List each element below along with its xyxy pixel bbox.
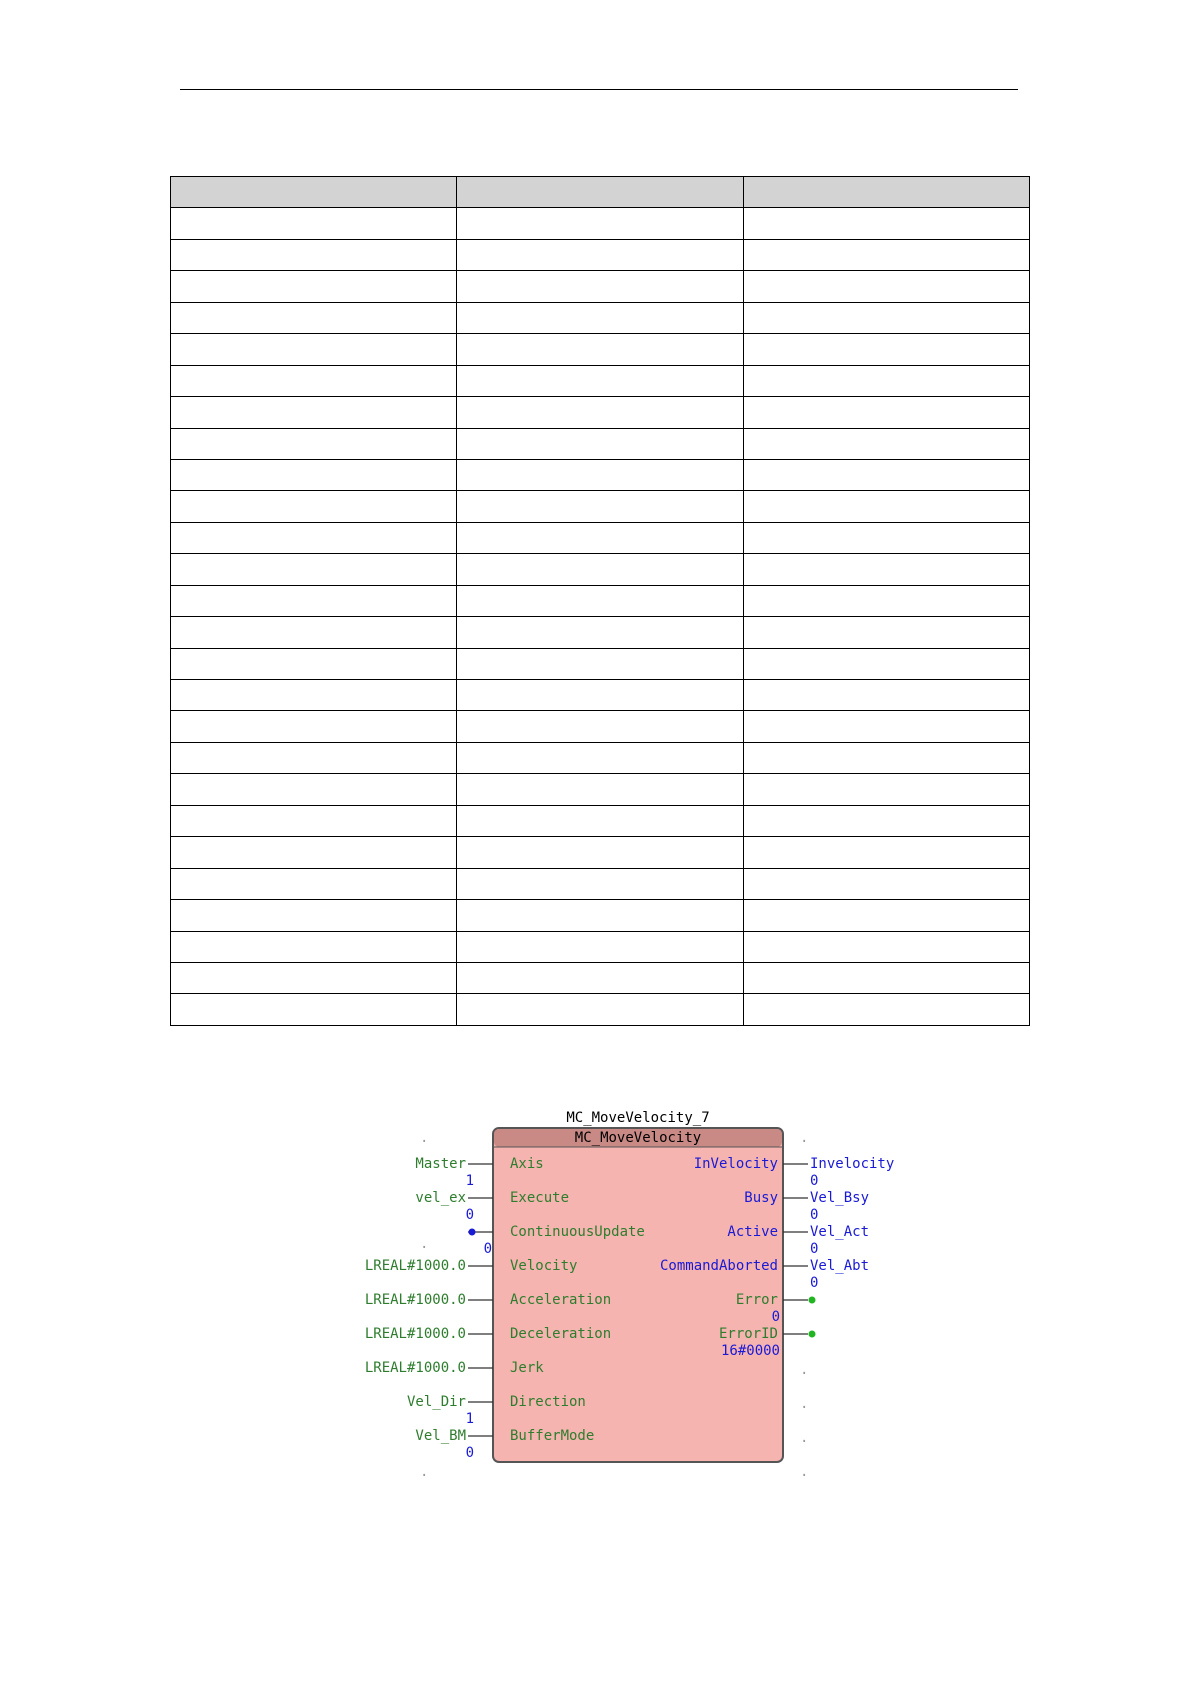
table-cell	[743, 711, 1029, 742]
input-variable[interactable]: Vel_BM	[415, 1428, 466, 1444]
table-row	[171, 962, 1030, 993]
output-pin-label: InVelocity	[693, 1156, 778, 1172]
table-cell	[457, 742, 743, 773]
table-cell	[457, 805, 743, 836]
input-connector-dot[interactable]	[469, 1229, 476, 1236]
table-row	[171, 774, 1030, 805]
table-row	[171, 931, 1030, 962]
table-cell	[743, 680, 1029, 711]
input-value: 1	[465, 1173, 474, 1189]
table-cell	[743, 805, 1029, 836]
table-row	[171, 491, 1030, 522]
table-cell	[743, 837, 1029, 868]
table-cell	[743, 962, 1029, 993]
table-cell	[171, 774, 457, 805]
table-cell	[457, 239, 743, 270]
table-cell	[457, 868, 743, 899]
input-pin-label: Direction	[510, 1394, 586, 1410]
table-row	[171, 554, 1030, 585]
table-cell	[171, 239, 457, 270]
table-cell	[457, 208, 743, 239]
table-cell	[457, 302, 743, 333]
input-pin-label: Execute	[510, 1190, 570, 1206]
output-variable[interactable]: Vel_Abt	[810, 1258, 870, 1274]
table-cell	[743, 208, 1029, 239]
input-value: 1	[465, 1411, 474, 1427]
table-row	[171, 868, 1030, 899]
table-row	[171, 680, 1030, 711]
block-type-name: MC_MoveVelocity	[574, 1130, 702, 1146]
table-cell	[457, 931, 743, 962]
input-variable[interactable]: Master	[415, 1156, 466, 1172]
table-row	[171, 271, 1030, 302]
table-cell	[743, 900, 1029, 931]
table-cell	[743, 617, 1029, 648]
table-cell	[171, 428, 457, 459]
input-value: 0	[465, 1445, 474, 1461]
table-cell	[457, 271, 743, 302]
output-pin-label: CommandAborted	[659, 1258, 778, 1274]
table-row	[171, 837, 1030, 868]
table-body	[171, 208, 1030, 1025]
table-cell	[457, 522, 743, 553]
table-cell	[171, 554, 457, 585]
table-cell	[743, 868, 1029, 899]
output-variable[interactable]: Invelocity	[810, 1156, 895, 1172]
header-rule	[180, 89, 1018, 90]
table-cell	[457, 617, 743, 648]
table-cell	[171, 680, 457, 711]
table-cell	[457, 680, 743, 711]
table-cell	[171, 491, 457, 522]
table-cell	[743, 397, 1029, 428]
data-table	[170, 176, 1030, 1026]
table-cell	[743, 428, 1029, 459]
table-cell	[457, 900, 743, 931]
input-variable[interactable]: LREAL#1000.0	[364, 1292, 466, 1308]
table-cell	[171, 365, 457, 396]
table-cell	[171, 302, 457, 333]
table-cell	[457, 491, 743, 522]
input-pin-label: Deceleration	[510, 1326, 612, 1342]
table-row	[171, 805, 1030, 836]
table-cell	[457, 365, 743, 396]
table-cell	[171, 900, 457, 931]
input-variable[interactable]: vel_ex	[415, 1190, 466, 1206]
output-value: 16#0000	[720, 1343, 780, 1359]
input-pin-label: ContinuousUpdate	[510, 1224, 645, 1240]
table-cell	[171, 931, 457, 962]
table-cell	[743, 554, 1029, 585]
input-variable[interactable]: Vel_Dir	[406, 1394, 466, 1410]
table-row	[171, 742, 1030, 773]
table-row	[171, 208, 1030, 239]
table-cell	[457, 774, 743, 805]
table-row	[171, 428, 1030, 459]
input-pin-label: Velocity	[510, 1258, 578, 1274]
table-cell	[457, 459, 743, 490]
table-cell	[457, 837, 743, 868]
input-pin-label: BufferMode	[510, 1428, 595, 1444]
table-row	[171, 239, 1030, 270]
table-cell	[743, 491, 1029, 522]
table-row	[171, 585, 1030, 616]
input-variable[interactable]: LREAL#1000.0	[364, 1326, 466, 1342]
input-pin-label: Jerk	[510, 1360, 544, 1376]
table-cell	[743, 774, 1029, 805]
table-cell	[457, 397, 743, 428]
table-cell	[743, 271, 1029, 302]
table-row	[171, 617, 1030, 648]
table-row	[171, 334, 1030, 365]
table-header-cell	[171, 177, 457, 208]
table-cell	[743, 302, 1029, 333]
svg-text:.: .	[800, 1396, 809, 1412]
table-cell	[171, 459, 457, 490]
output-value: 0	[810, 1207, 819, 1223]
table-cell	[171, 742, 457, 773]
table-cell	[171, 334, 457, 365]
table-row	[171, 711, 1030, 742]
table-cell	[743, 459, 1029, 490]
table-cell	[457, 962, 743, 993]
table-row	[171, 459, 1030, 490]
table-cell	[171, 585, 457, 616]
svg-text:.: .	[800, 1130, 809, 1146]
input-variable[interactable]: LREAL#1000.0	[364, 1360, 466, 1376]
table-cell	[171, 962, 457, 993]
output-connector-dot[interactable]	[809, 1331, 816, 1338]
table-row	[171, 365, 1030, 396]
table-cell	[171, 868, 457, 899]
table-cell	[171, 994, 457, 1025]
table-header-cell	[743, 177, 1029, 208]
input-pin-label: Acceleration	[510, 1292, 612, 1308]
table-cell	[457, 711, 743, 742]
output-value: 0	[810, 1275, 819, 1291]
output-pin-label: Busy	[744, 1190, 778, 1206]
svg-text:.: .	[800, 1464, 809, 1480]
output-variable[interactable]: Vel_Act	[810, 1224, 870, 1240]
table-cell	[743, 585, 1029, 616]
table-cell	[171, 711, 457, 742]
svg-text:.: .	[800, 1430, 809, 1446]
table-cell	[743, 648, 1029, 679]
table-cell	[743, 365, 1029, 396]
table-cell	[171, 208, 457, 239]
output-pin-label: Active	[727, 1224, 778, 1240]
output-variable[interactable]: Vel_Bsy	[810, 1190, 870, 1206]
output-value: 0	[810, 1173, 819, 1189]
table-header-row	[171, 177, 1030, 208]
table-cell	[457, 648, 743, 679]
table-row	[171, 397, 1030, 428]
table-cell	[743, 931, 1029, 962]
table-cell	[171, 397, 457, 428]
input-value: 0	[465, 1207, 474, 1223]
svg-text:.: .	[420, 1236, 429, 1252]
svg-text:.: .	[420, 1130, 429, 1146]
table-cell	[743, 334, 1029, 365]
table-cell	[457, 428, 743, 459]
input-pin-label: Axis	[510, 1156, 544, 1172]
table-cell	[743, 239, 1029, 270]
table-row	[171, 900, 1030, 931]
table-cell	[457, 554, 743, 585]
table-row	[171, 648, 1030, 679]
table-cell	[743, 522, 1029, 553]
input-value: 0	[483, 1241, 492, 1257]
output-pin-label: Error	[735, 1292, 778, 1308]
instance-name: MC_MoveVelocity_7	[566, 1110, 710, 1126]
output-value: 0	[771, 1309, 780, 1325]
table-cell	[457, 334, 743, 365]
table-cell	[171, 271, 457, 302]
table-cell	[171, 837, 457, 868]
svg-text:.: .	[420, 1464, 429, 1480]
input-variable[interactable]: LREAL#1000.0	[364, 1258, 466, 1274]
table-cell	[457, 585, 743, 616]
output-pin-label: ErrorID	[718, 1326, 778, 1342]
table-cell	[743, 994, 1029, 1025]
table-cell	[743, 742, 1029, 773]
table-cell	[171, 522, 457, 553]
output-connector-dot[interactable]	[809, 1297, 816, 1304]
table-cell	[171, 617, 457, 648]
svg-text:.: .	[800, 1362, 809, 1378]
table-row	[171, 302, 1030, 333]
table-header-cell	[457, 177, 743, 208]
function-block-diagram	[360, 1106, 920, 1486]
table-cell	[457, 994, 743, 1025]
output-value: 0	[810, 1241, 819, 1257]
table-row	[171, 994, 1030, 1025]
table-cell	[171, 648, 457, 679]
table-row	[171, 522, 1030, 553]
table-cell	[171, 805, 457, 836]
